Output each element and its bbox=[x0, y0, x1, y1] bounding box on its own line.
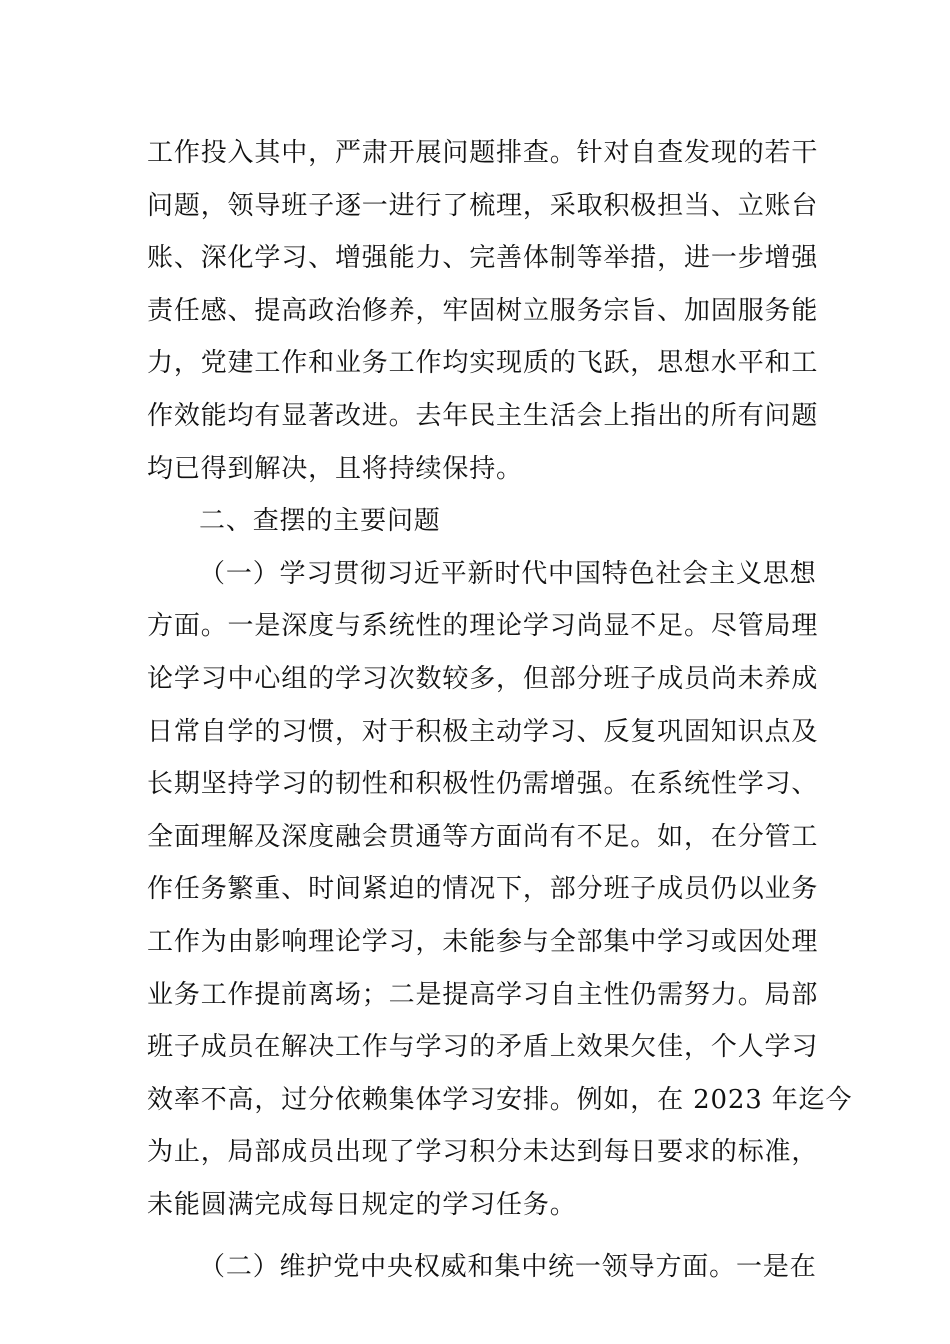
text-line: 长期坚持学习的韧性和积极性仍需增强。在系统性学习、 bbox=[147, 769, 819, 800]
section-heading: 二、查摆的主要问题 bbox=[199, 506, 441, 537]
text-line: 全面理解及深度融会贯通等方面尚有不足。如，在分管工 bbox=[147, 821, 819, 852]
text-line: 班子成员在解决工作与学习的矛盾上效果欠佳，个人学习 bbox=[147, 1032, 819, 1063]
paragraph-study-issues bbox=[147, 548, 853, 1232]
text-line: 日常自学的习惯，对于积极主动学习、反复巩固知识点及 bbox=[147, 716, 819, 747]
text-line: 未能圆满完成每日规定的学习任务。 bbox=[147, 1189, 577, 1220]
text-line: （一）学习贯彻习近平新时代中国特色社会主义思想 bbox=[199, 558, 817, 589]
text-line: （二）维护党中央权威和集中统一领导方面。一是在 bbox=[199, 1252, 817, 1283]
text-line: 为止，局部成员出现了学习积分未达到每日要求的标准， bbox=[147, 1137, 819, 1168]
document-body bbox=[147, 127, 853, 1294]
text-line: 效率不高，过分依赖集体学习安排。例如，在 2023 年迄今 bbox=[147, 1084, 853, 1115]
text-line: 作任务繁重、时间紧迫的情况下，部分班子成员仍以业务 bbox=[147, 874, 819, 905]
text-line: 业务工作提前离场；二是提高学习自主性仍需努力。局部 bbox=[147, 979, 819, 1010]
text-line: 论学习中心组的学习次数较多，但部分班子成员尚未养成 bbox=[147, 663, 819, 694]
paragraph-central-leadership bbox=[147, 1241, 817, 1294]
text-line: 工作投入其中，严肃开展问题排查。针对自查发现的若干 bbox=[147, 138, 819, 168]
text-line: 账、深化学习、增强能力、完善体制等举措，进一步增强 bbox=[147, 243, 819, 274]
text-line: 工作为由影响理论学习，未能参与全部集中学习或因处理 bbox=[147, 926, 819, 957]
text-line: 均已得到解决，且将持续保持。 bbox=[147, 453, 523, 484]
paragraph-intro-continuation bbox=[147, 127, 819, 495]
text-line: 力，党建工作和业务工作均实现质的飞跃，思想水平和工 bbox=[147, 348, 819, 379]
text-line: 作效能均有显著改进。去年民主生活会上指出的所有问题 bbox=[147, 400, 819, 431]
text-line: 责任感、提高政治修养，牢固树立服务宗旨、加固服务能 bbox=[147, 295, 819, 326]
text-line: 问题，领导班子逐一进行了梳理，采取积极担当、立账台 bbox=[147, 190, 819, 221]
text-line: 方面。一是深度与系统性的理论学习尚显不足。尽管局理 bbox=[147, 611, 819, 642]
